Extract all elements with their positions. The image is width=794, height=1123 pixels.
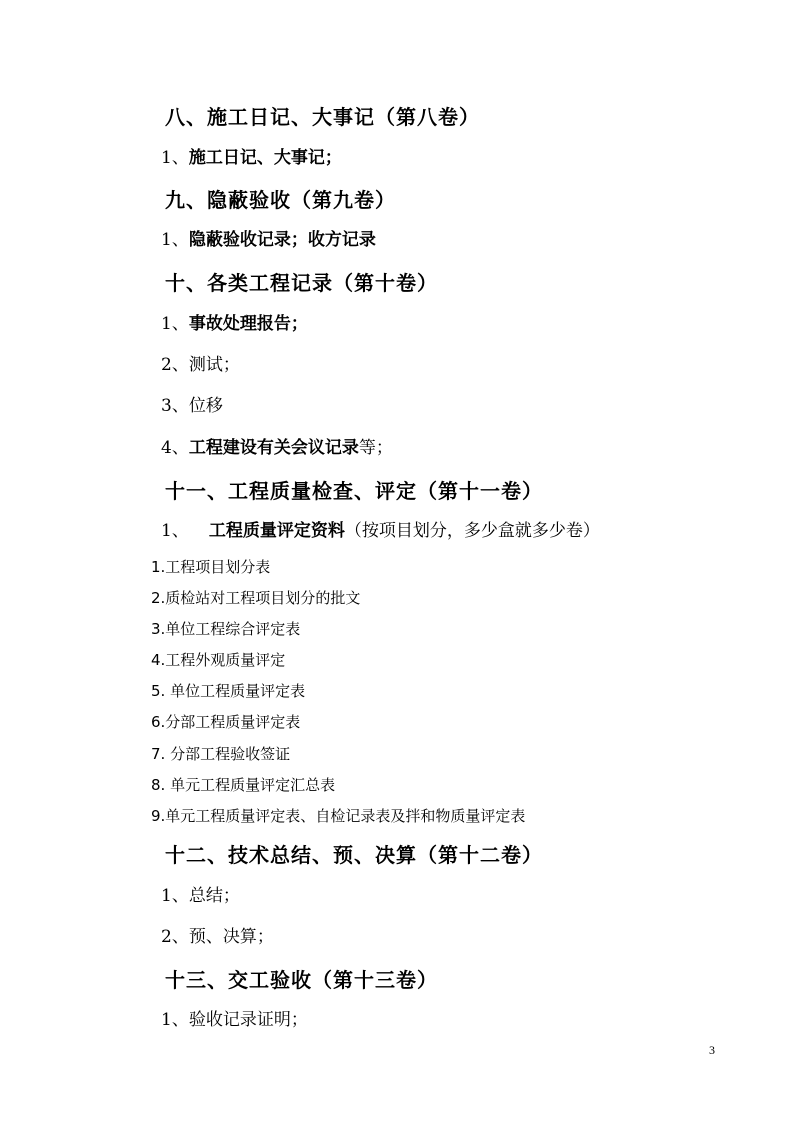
page-number: 3 bbox=[709, 1043, 715, 1057]
sub-list-item: 6.分部工程质量评定表 bbox=[151, 713, 301, 731]
list-item bbox=[161, 398, 223, 415]
item-text: 等； bbox=[358, 438, 393, 458]
item-text-bold: 事故处理报告； bbox=[188, 314, 308, 334]
list-item bbox=[161, 316, 308, 333]
list-item bbox=[161, 357, 240, 374]
section-heading: 十、各类工程记录（第十卷） bbox=[165, 271, 438, 295]
item-number: 4、 bbox=[161, 438, 189, 458]
item-number: 2、 bbox=[161, 355, 189, 375]
item-text: 位移 bbox=[188, 396, 223, 416]
item-text-bold: 工程质量评定资料 bbox=[208, 521, 345, 541]
sub-list-item: 1.工程项目划分表 bbox=[151, 558, 271, 576]
section-heading: 八、施工日记、大事记（第八卷） bbox=[165, 105, 480, 129]
list-item bbox=[161, 440, 393, 457]
sub-list-item: 4.工程外观质量评定 bbox=[151, 651, 286, 669]
section-heading: 十二、技术总结、预、决算（第十二卷） bbox=[165, 843, 543, 867]
sub-list-item: 2.质检站对工程项目划分的批文 bbox=[151, 589, 361, 607]
sub-list-item: 3.单位工程综合评定表 bbox=[151, 620, 301, 638]
section-heading: 九、隐蔽验收（第九卷） bbox=[165, 188, 396, 212]
item-number: 1、 bbox=[161, 886, 189, 906]
sub-list-item: 5. 单位工程质量评定表 bbox=[151, 682, 306, 700]
list-item bbox=[161, 232, 376, 249]
item-text-bold: 隐蔽验收记录；收方记录 bbox=[188, 230, 376, 250]
sub-list-item: 9.单元工程质量评定表、自检记录表及拌和物质量评定表 bbox=[151, 807, 526, 825]
item-text: 预、决算； bbox=[188, 927, 274, 947]
list-item bbox=[161, 150, 342, 167]
item-number: 1、 bbox=[161, 521, 189, 541]
section-heading: 十三、交工验收（第十三卷） bbox=[165, 968, 438, 992]
item-number: 1、 bbox=[161, 230, 189, 250]
list-item bbox=[161, 888, 240, 905]
sub-list-item: 8. 单元工程质量评定汇总表 bbox=[151, 776, 336, 794]
item-number: 1、 bbox=[161, 314, 189, 334]
item-text: 验收记录证明； bbox=[188, 1010, 308, 1030]
item-text-bold: 施工日记、大事记； bbox=[188, 148, 342, 168]
list-item bbox=[161, 1012, 308, 1029]
item-number: 1、 bbox=[161, 1010, 189, 1030]
item-text: 总结； bbox=[188, 886, 240, 906]
item-text-bold: 工程建设有关会议记录 bbox=[188, 438, 359, 458]
item-text: 测试； bbox=[188, 355, 240, 375]
section-heading: 十一、工程质量检查、评定（第十一卷） bbox=[165, 479, 543, 503]
item-text: （按项目划分，多少盒就多少卷） bbox=[344, 521, 600, 541]
sub-list-item: 7. 分部工程验收签证 bbox=[151, 745, 291, 763]
list-item bbox=[161, 929, 274, 946]
item-number: 3、 bbox=[161, 396, 189, 416]
item-number: 1、 bbox=[161, 148, 189, 168]
list-item bbox=[161, 523, 600, 540]
item-number: 2、 bbox=[161, 927, 189, 947]
